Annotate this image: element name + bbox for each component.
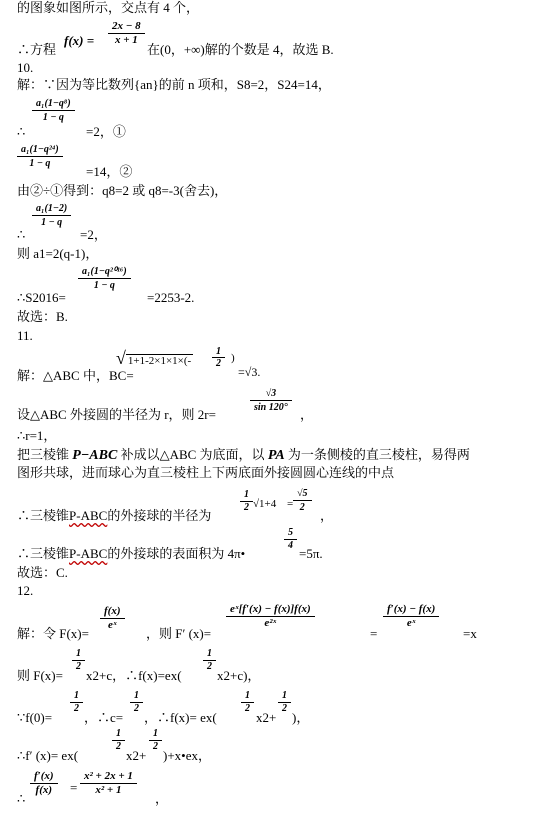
- denominator: 1 − q: [32, 215, 71, 229]
- math-symbol: PA: [267, 448, 285, 463]
- denominator: 2: [240, 501, 253, 514]
- numerator: eˣ[f′(x) − f(x)]f(x): [230, 603, 311, 615]
- numerator: 1: [207, 648, 212, 659]
- text-line: 解：令 F(x)=: [17, 626, 89, 641]
- text-fragment: 的外接球的表面积为 4π•: [107, 546, 246, 561]
- denominator: 1 − q: [32, 110, 75, 124]
- fraction: [240, 489, 253, 514]
- text-line: =2，①: [86, 124, 126, 139]
- text-line: ∴f′ (x)= ex(: [17, 748, 79, 763]
- text-line: [17, 508, 211, 524]
- text-line: =2253-2.: [147, 290, 195, 305]
- text-fragment: ∴三棱锥: [17, 508, 70, 523]
- fraction: [278, 690, 291, 715]
- denominator: eˣ: [383, 616, 439, 630]
- numerator: a₁(1−q²⁰¹⁶): [82, 266, 127, 277]
- problem-number: 12.: [17, 583, 34, 598]
- fraction: [17, 143, 63, 170]
- text-line: ，则 F′ (x)=: [146, 626, 212, 641]
- numerator: 1: [153, 728, 158, 739]
- text-line: =5π.: [299, 546, 323, 561]
- denominator: 2: [278, 702, 291, 715]
- text-line: 在(0，+∞)解的个数是 4，故选 B.: [147, 42, 334, 57]
- result: =√3.: [238, 365, 261, 379]
- math-symbol: P−ABC: [72, 448, 118, 463]
- numerator: a₁(1−q²⁴): [21, 144, 59, 155]
- text-line: x2+c)，: [217, 668, 261, 683]
- fraction: [32, 97, 75, 124]
- numerator: 5: [288, 527, 293, 538]
- fraction: [112, 728, 125, 753]
- denominator: 2: [72, 660, 85, 673]
- text-line: ∵f(0)=: [17, 710, 53, 725]
- text-fragment: 为一条侧棱的直三棱柱，易得两: [287, 447, 470, 462]
- math-term: P-ABC: [69, 546, 108, 561]
- numerator: f(x): [104, 605, 121, 617]
- numerator: 1: [282, 690, 287, 701]
- text-line: 则 F(x)=: [17, 668, 63, 683]
- text-line: ∴: [17, 124, 26, 139]
- numerator: 1: [76, 648, 81, 659]
- fraction: [226, 603, 315, 630]
- text-line: x2+: [126, 748, 147, 763]
- text-line: x2+: [256, 710, 277, 725]
- denominator: e²ˣ: [226, 616, 315, 630]
- numerator: 2x − 8: [112, 20, 141, 32]
- numerator: 1: [74, 690, 79, 701]
- numerator: x² + 2x + 1: [84, 770, 133, 782]
- text-line: ∴: [17, 227, 26, 242]
- fraction: [130, 690, 143, 715]
- numerator: 1: [244, 489, 249, 500]
- text-line: 由②÷①得到：q8=2 或 q8=-3(舍去)，: [17, 183, 228, 198]
- text-line: =2，: [80, 227, 107, 242]
- denominator: f(x): [30, 783, 58, 797]
- text-line: =x: [463, 626, 477, 641]
- text-line: ，: [320, 508, 334, 523]
- denominator: x + 1: [108, 33, 145, 47]
- numerator: 1: [134, 690, 139, 701]
- fraction: [149, 728, 162, 753]
- numerator: 1: [116, 728, 121, 739]
- text-line: ∴: [17, 791, 26, 806]
- fraction: [241, 690, 254, 715]
- equals: =: [287, 498, 294, 510]
- denominator: sin 120°: [250, 400, 292, 414]
- denominator: 2: [149, 740, 162, 753]
- denominator: 2: [241, 702, 254, 715]
- text-line: [17, 447, 470, 464]
- denominator: 2: [203, 660, 216, 673]
- denominator: 2: [112, 740, 125, 753]
- text-fragment: ∴三棱锥: [17, 546, 70, 561]
- text-line: 设△ABC 外接圆的半径为 r，则 2r=: [17, 407, 216, 422]
- numerator: √3: [265, 388, 277, 399]
- text-line: ∴r=1，: [17, 428, 57, 443]
- denominator: 4: [284, 539, 297, 552]
- text-line: 解：∵因为等比数列{an}的前 n 项和，S8=2，S24=14，: [17, 77, 331, 92]
- text-line: 故选：C.: [17, 565, 68, 580]
- denominator: 2: [212, 357, 225, 369]
- text-line: ，: [155, 791, 169, 806]
- radical-expression: √1+4: [253, 498, 277, 510]
- denominator: 2: [130, 702, 143, 715]
- fraction: [100, 605, 125, 632]
- radical-close: ): [231, 352, 235, 364]
- text-line: ∴S2016=: [17, 290, 66, 305]
- denominator: x² + 1: [80, 783, 137, 797]
- equals: =: [70, 780, 78, 795]
- text-line: =14，②: [86, 164, 133, 179]
- numerator: 1: [245, 690, 250, 701]
- numerator: f′(x) − f(x): [387, 603, 436, 615]
- numerator: 1: [216, 346, 221, 357]
- radicand: 1+1-2×1×1×(-: [127, 355, 192, 367]
- problem-number: 11.: [17, 328, 33, 343]
- text-line: 则 a1=2(q-1)，: [17, 246, 99, 261]
- text-line: 故选：B.: [17, 309, 68, 324]
- denominator: 2: [293, 500, 312, 514]
- denominator: eˣ: [100, 618, 125, 632]
- text-fragment: 把三棱锥: [17, 447, 70, 462]
- text-line: )+x•ex，: [163, 748, 211, 763]
- fraction: [72, 648, 85, 673]
- fraction: [70, 690, 83, 715]
- text-line: ，∴c=: [84, 710, 124, 725]
- fraction: [78, 265, 131, 292]
- text-line: )，: [292, 710, 310, 725]
- text-line: 解：△ABC 中，BC=: [17, 368, 134, 383]
- fraction: [32, 202, 71, 229]
- text-line: [17, 42, 56, 58]
- text-line: x2+c，∴f(x)=ex(: [86, 668, 182, 683]
- formula-lhs: f(x) =: [64, 33, 95, 48]
- text-line: 的图象如图所示，交点有 4 个，: [17, 0, 200, 15]
- text-line: ，∴f(x)= ex(: [144, 710, 217, 725]
- text-fragment: 补成以△ABC 为底面，以: [120, 447, 265, 462]
- text-fragment: ∴方程: [17, 42, 57, 57]
- text-line: 图形共球，进而球心为直三棱柱上下两底面外接圆圆心连线的中点: [17, 465, 395, 480]
- numerator: a₁(1−2): [36, 203, 68, 214]
- numerator: a₁(1−q⁸): [36, 98, 71, 109]
- radical-expression: √ 1+1-2×1×1×(-: [116, 348, 192, 368]
- denominator: 1 − q: [17, 156, 63, 170]
- denominator: 2: [70, 702, 83, 715]
- text-line: =: [370, 626, 378, 641]
- fraction: [203, 648, 216, 673]
- problem-number: 10.: [17, 60, 34, 75]
- numerator: f′(x): [34, 770, 54, 782]
- fraction: [80, 770, 137, 797]
- fraction: [383, 603, 439, 630]
- fraction: [212, 346, 225, 369]
- fraction: [293, 487, 312, 514]
- fraction: [284, 527, 297, 552]
- math-term: P-ABC: [69, 508, 108, 523]
- fraction: [108, 20, 145, 47]
- fraction: [250, 387, 292, 414]
- text-fragment: 的外接球的半径为: [107, 508, 212, 523]
- fraction: [30, 770, 58, 797]
- denominator: 1 − q: [78, 278, 131, 292]
- numerator: √5: [297, 488, 308, 499]
- text-line: ，: [300, 407, 314, 422]
- text-line: [17, 546, 245, 562]
